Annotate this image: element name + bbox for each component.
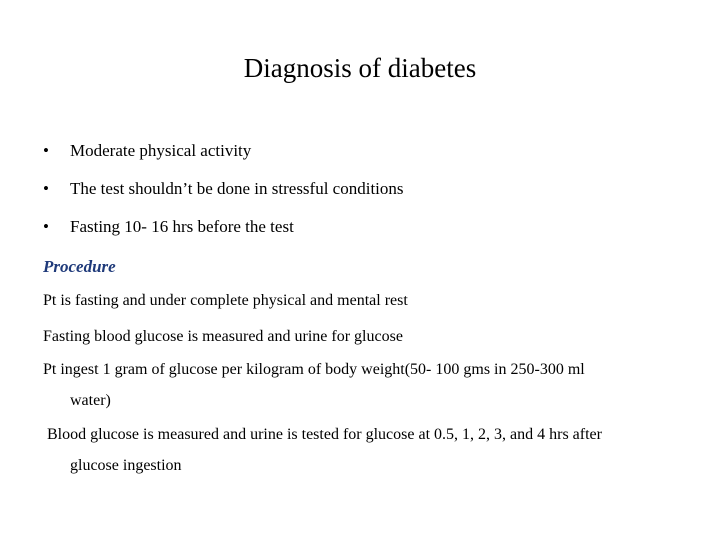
procedure-step-4-continued: glucose ingestion (70, 457, 182, 474)
procedure-step-3-continued: water) (70, 392, 111, 409)
bullet-item-fasting (43, 216, 294, 238)
bullet-marker: • (43, 179, 49, 198)
procedure-heading: Procedure (43, 257, 116, 276)
slide-title: Diagnosis of diabetes (243, 53, 477, 83)
bullet-text: Moderate physical activity (70, 141, 252, 160)
bullet-marker: • (43, 141, 49, 160)
procedure-step-3: Pt ingest 1 gram of glucose per kilogram of body weight(50- 100 gms in 250-300 ml (43, 361, 585, 378)
bullet-item-stress (43, 178, 404, 200)
procedure-step-2: Fasting blood glucose is measured and urine for glucose (43, 328, 403, 345)
bullet-marker: • (43, 217, 49, 236)
procedure-step-1: Pt is fasting and under complete physical and mental rest (43, 292, 408, 309)
bullet-text: The test shouldn’t be done in stressful conditions (70, 179, 404, 198)
bullet-item-moderate-activity (43, 140, 251, 162)
bullet-text: Fasting 10- 16 hrs before the test (70, 217, 294, 236)
procedure-step-4: Blood glucose is measured and urine is tested for glucose at 0.5, 1, 2, 3, and 4 hrs after (47, 426, 602, 443)
